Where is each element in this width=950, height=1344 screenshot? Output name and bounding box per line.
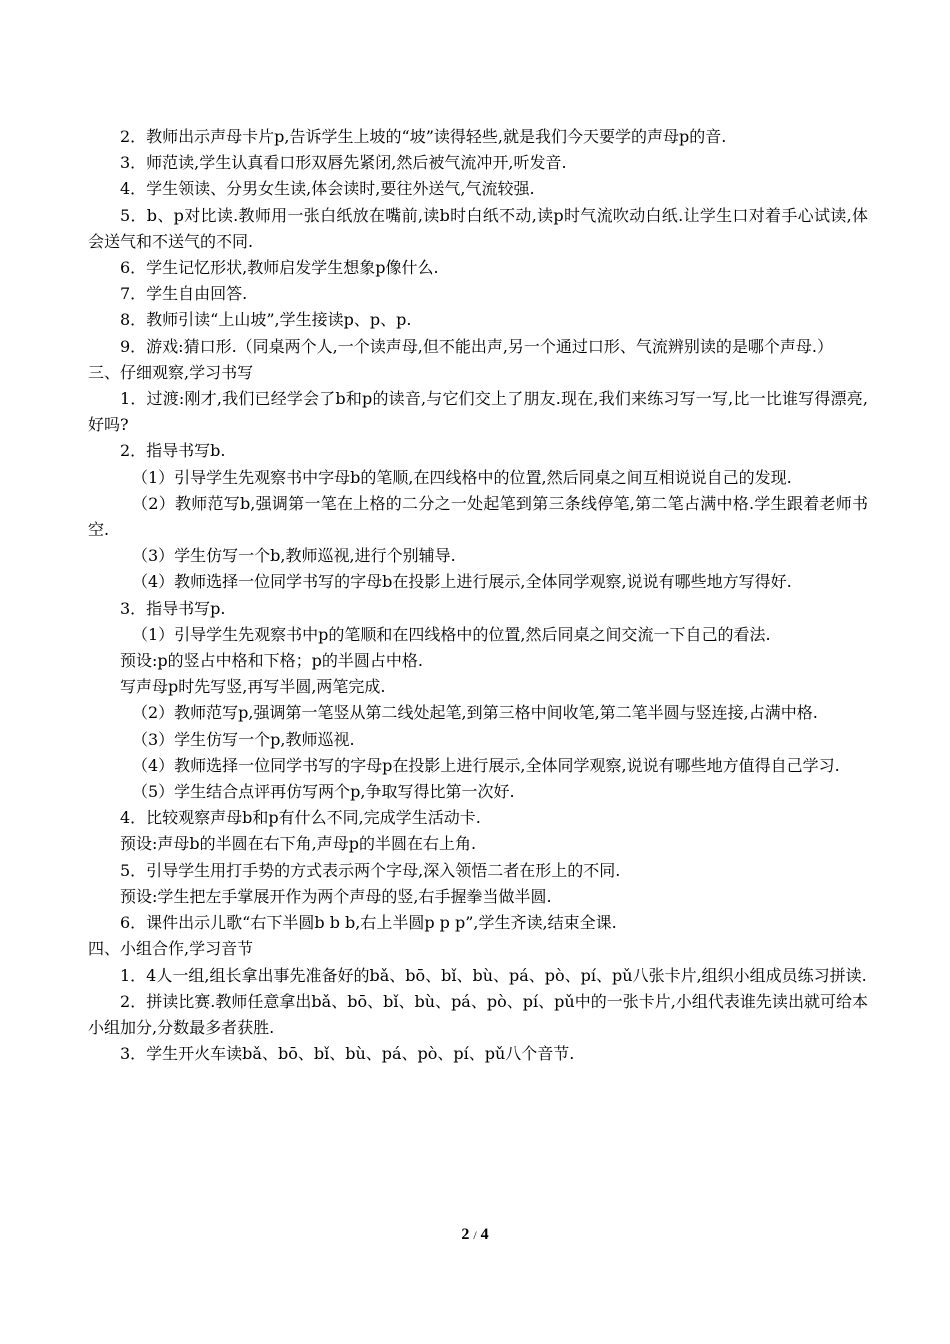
paragraph: 6．课件出示儿歌“右下半圆b b b,右上半圆p p p”,学生齐读,结束全课. xyxy=(120,913,617,933)
section-heading: 四、小组合作,学习音节 xyxy=(88,939,254,959)
document-body xyxy=(88,124,868,1067)
page-separator: / xyxy=(473,1228,477,1242)
paragraph: 4．学生领读、分男女生读,体会读时,要往外送气,气流较强. xyxy=(120,179,535,199)
paragraph: 1．过渡:刚才,我们已经学会了b和p的读音,与它们交上了朋友.现在,我们来练习写一写,比一比谁写得漂亮,好吗? xyxy=(88,389,868,435)
paragraph: 预设:p的竖占中格和下格；p的半圆占中格. xyxy=(120,651,423,671)
paragraph: 写声母p时先写竖,再写半圆,两笔完成. xyxy=(120,677,386,697)
paragraph: （2）教师范写b,强调第一笔在上格的二分之一处起笔到第三条线停笔,第二笔占满中格.学生跟着老师书空. xyxy=(88,493,868,540)
paragraph: 3．师范读,学生认真看口形双唇先紧闭,然后被气流冲开,听发音. xyxy=(120,153,567,173)
paragraph: （3）学生仿写一个p,教师巡视. xyxy=(132,729,355,749)
paragraph: （4）教师选择一位同学书写的字母p在投影上进行展示,全体同学观察,说说有哪些地方值得自己学习. xyxy=(132,755,840,775)
paragraph: 9．游戏:猜口形.（同桌两个人,一个读声母,但不能出声,另一个通过口形、气流辨别读的是哪个声母.） xyxy=(120,336,834,356)
page-number xyxy=(0,1226,950,1244)
paragraph: 预设:声母b的半圆在右下角,声母p的半圆在右上角. xyxy=(120,834,477,854)
paragraph: 3．学生开火车读bǎ、bō、bǐ、bù、pá、pò、pí、pǔ八个音节. xyxy=(120,1044,575,1064)
paragraph: 5．引导学生用打手势的方式表示两个字母,深入领悟二者在形上的不同. xyxy=(120,860,621,880)
paragraph: 4．比较观察声母b和p有什么不同,完成学生活动卡. xyxy=(120,808,481,828)
paragraph: 7．学生自由回答. xyxy=(120,284,248,304)
paragraph: 2．教师出示声母卡片p,告诉学生上坡的“坡”读得轻些,就是我们今天要学的声母p的音. xyxy=(120,127,727,146)
paragraph: （2）教师范写p,强调第一笔竖从第二线处起笔,到第三格中间收笔,第二笔半圆与竖连接,占满中格. xyxy=(132,703,818,723)
paragraph: 预设:学生把左手掌展开作为两个声母的竖,右手握拳当做半圆. xyxy=(120,886,552,906)
section-heading: 三、仔细观察,学习书写 xyxy=(88,362,254,382)
paragraph: （1）引导学生先观察书中字母b的笔顺,在四线格中的位置,然后同桌之间互相说说自己的发现. xyxy=(132,467,792,487)
paragraph: （5）学生结合点评再仿写两个p,争取写得比第一次好. xyxy=(132,782,515,802)
current-page: 2 xyxy=(461,1226,470,1243)
paragraph: 5．b、p对比读.教师用一张白纸放在嘴前,读b时白纸不动,读p时气流吹动白纸.让学生口对着手心试读,体会送气和不送气的不同. xyxy=(88,205,868,251)
total-pages: 4 xyxy=(480,1226,489,1243)
paragraph: 3．指导书写p. xyxy=(120,598,226,618)
paragraph: （3）学生仿写一个b,教师巡视,进行个别辅导. xyxy=(132,546,456,566)
paragraph: 1．4人一组,组长拿出事先准备好的bǎ、bō、bǐ、bù、pá、pò、pí、pǔ八张卡片,组织小组成员练习拼读. xyxy=(120,965,867,985)
paragraph: 2．拼读比赛.教师任意拿出bǎ、bō、bǐ、bù、pá、pò、pí、pǔ中的一张卡片,小组代表谁先读出就可给本小组加分,分数最多者获胜. xyxy=(88,991,868,1037)
paragraph: 6．学生记忆形状,教师启发学生想象p像什么. xyxy=(120,258,439,278)
paragraph: （4）教师选择一位同学书写的字母b在投影上进行展示,全体同学观察,说说有哪些地方写得好. xyxy=(132,572,792,592)
paragraph: 8．教师引读“上山坡”,学生接读p、p、p. xyxy=(120,310,412,330)
paragraph: （1）引导学生先观察书中p的笔顺和在四线格中的位置,然后同桌之间交流一下自己的看法. xyxy=(132,624,771,644)
paragraph: 2．指导书写b. xyxy=(120,441,226,461)
